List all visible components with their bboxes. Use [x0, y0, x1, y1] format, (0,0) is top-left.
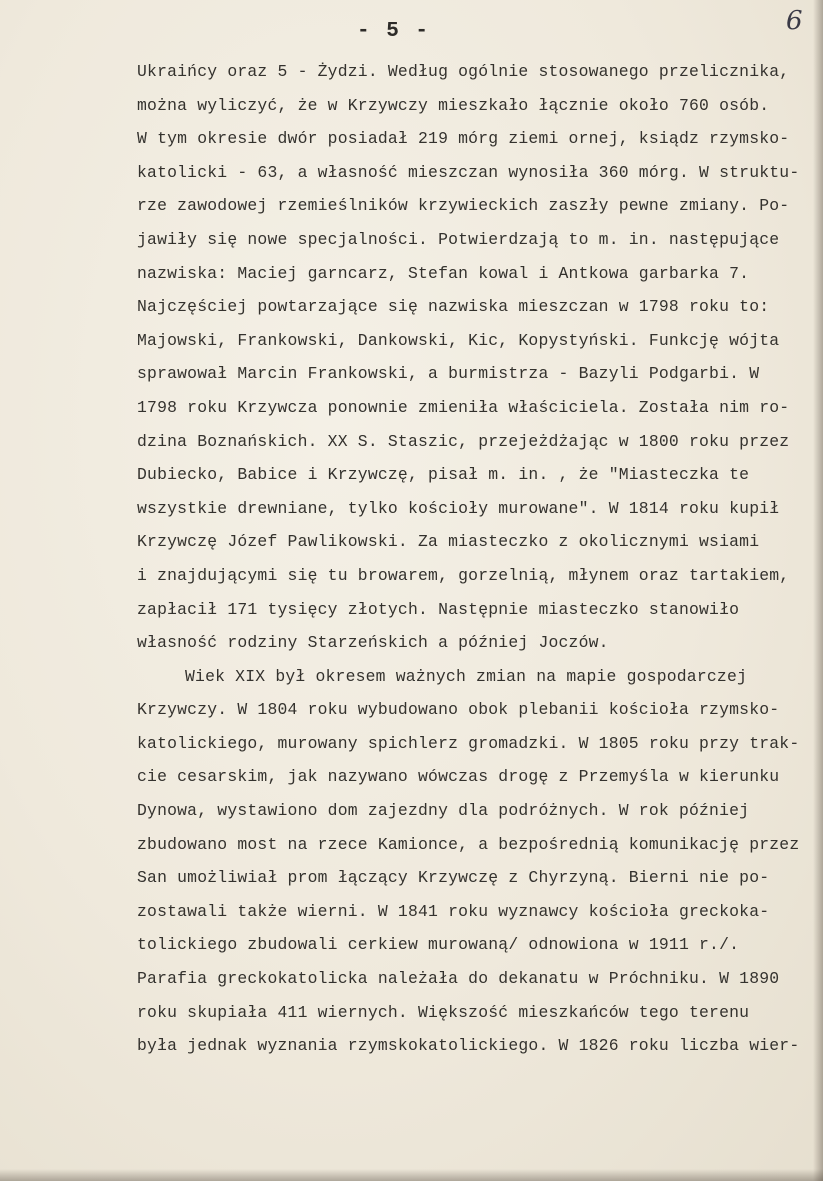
page-number: - 5 - [357, 20, 431, 43]
handwritten-archive-number: 6 [786, 6, 803, 36]
text-line: Majowski, Frankowski, Dankowski, Kic, Kopystyński. Funkcję wójta [137, 330, 780, 350]
text-line: wszystkie drewniane, tylko kościoły murowane". W 1814 roku kupił [137, 498, 780, 518]
text-line: Ukraińcy oraz 5 - Żydzi. Według ogólnie stosowanego przelicznika, [137, 62, 790, 81]
text-line: zbudowano most na rzece Kamionce, a bezpośrednią komunikację przez [137, 834, 800, 854]
text-line: cie cesarskim, jak nazywano wówczas drogę z Przemyśla w kierunku [137, 767, 780, 787]
text-line: Najczęściej powtarzające się nazwiska mieszczan w 1798 roku to: [137, 297, 770, 317]
text-line: można wyliczyć, że w Krzywczy mieszkało łącznie około 760 osób. [137, 95, 770, 115]
text-line: sprawował Marcin Frankowski, a burmistrza - Bazyli Podgarbi. W [137, 364, 760, 384]
text-line: roku skupiała 411 wiernych. Większość mieszkańców tego terenu [137, 1002, 750, 1022]
text-line: San umożliwiał prom łączący Krzywczę z Chyrzyną. Bierni nie po- [137, 868, 770, 888]
text-line: katolickiego, murowany spichlerz gromadzki. W 1805 roku przy trak- [137, 733, 800, 753]
text-line: Dubiecko, Babice i Krzywczę, pisał m. in. , że "Miasteczka te [137, 465, 750, 485]
typewritten-body [137, 55, 817, 1063]
text-line: nazwiska: Maciej garncarz, Stefan kowal i Antkowa garbarka 7. [137, 263, 750, 283]
text-line: Krzywczy. W 1804 roku wybudowano obok plebanii kościoła rzymsko- [137, 700, 780, 720]
text-line: była jednak wyznania rzymskokatolickiego. W 1826 roku liczba wier- [137, 1036, 800, 1056]
text-line: W tym okresie dwór posiadał 219 mórg ziemi ornej, ksiądz rzymsko- [137, 129, 790, 149]
text-line: katolicki - 63, a własność mieszczan wynosiła 360 mórg. W struktu- [137, 162, 800, 182]
page-edge-shadow [0, 1169, 823, 1181]
text-line: rze zawodowej rzemieślników krzywieckich zaszły pewne zmiany. Po- [137, 196, 790, 216]
text-line: zapłacił 171 tysięcy złotych. Następnie miasteczko stanowiło [137, 599, 740, 619]
text-line: tolickiego zbudowali cerkiew murowaną/ odnowiona w 1911 r./. [137, 935, 740, 955]
text-line: 1798 roku Krzywcza ponownie zmieniła właściciela. Została nim ro- [137, 397, 790, 417]
page-edge-shadow [813, 0, 823, 1181]
text-line: zostawali także wierni. W 1841 roku wyznawcy kościoła greckoka- [137, 901, 770, 921]
text-line: jawiły się nowe specjalności. Potwierdzają to m. in. następujące [137, 229, 780, 249]
text-line: Parafia greckokatolicka należała do dekanatu w Próchniku. W 1890 [137, 969, 780, 989]
text-line: własność rodziny Starzeńskich a później Joczów. [137, 633, 609, 653]
text-line: i znajdującymi się tu browarem, gorzelnią, młynem oraz tartakiem, [137, 565, 790, 585]
text-line: Krzywczę Józef Pawlikowski. Za miasteczko z okolicznymi wsiami [137, 532, 760, 552]
text-line: dzina Boznańskich. XX S. Staszic, przejeżdżając w 1800 roku przez [137, 431, 790, 451]
text-line: Dynowa, wystawiono dom zajezdny dla podróżnych. W rok później [137, 801, 750, 821]
paragraph-first-line: Wiek XIX był okresem ważnych zmian na mapie gospodarczej [185, 666, 748, 686]
